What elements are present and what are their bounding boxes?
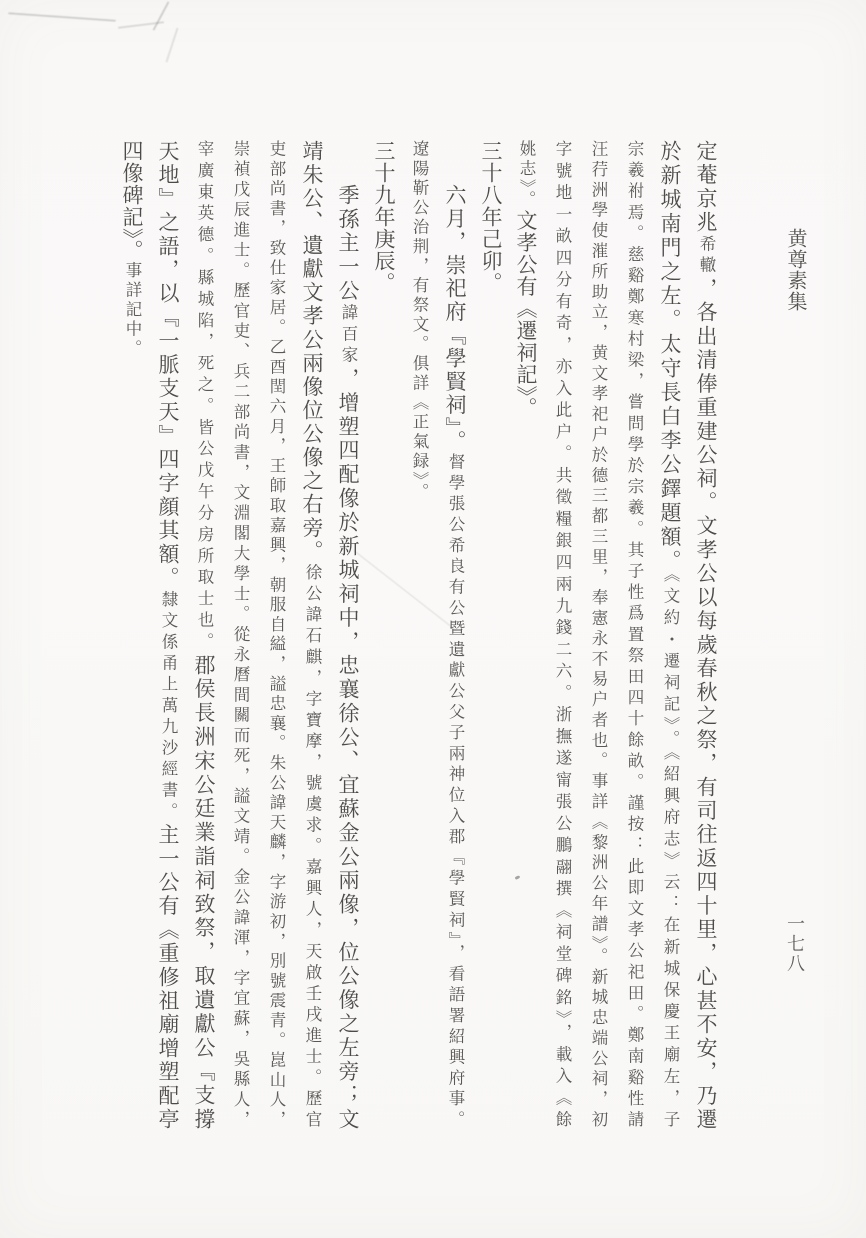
annotation-text-run: 姚志》。 [517, 140, 536, 210]
annotation-text-run: 《文約・遷祠記》。《紹興府志》云：在新城保慶王廟左，子 [661, 573, 680, 1131]
text-column [336, 140, 360, 1130]
main-text-run: ，增塑四配像於新城祠中，忠襄徐公、宜蘇金公兩像，位公像之左旁；文 [336, 367, 360, 1131]
text-column [694, 140, 718, 1130]
text-column [156, 140, 180, 1130]
text-body [108, 140, 718, 1130]
main-text-run: 定菴京兆 [694, 140, 718, 235]
annotation-text-run: 徐公諱石麒，字寶摩，號虞求。嘉興人，天啟壬戌進士。歷官 [303, 563, 322, 1131]
text-column [514, 140, 538, 1130]
text-column [407, 140, 431, 1130]
main-text-run: 三十八年己卯。 [479, 140, 503, 294]
main-text-run: 靖朱公、遺獻文孝公兩像位公像之右旁。 [300, 140, 324, 564]
main-text-run: 主一公有《重修祖廟增塑配亭 [156, 823, 180, 1131]
main-text-run: ，各出清俸重建公祠。文孝公以每歲春秋之祭，有司往返四十里，心甚不安，乃遷 [694, 277, 718, 1131]
text-column [300, 140, 324, 1130]
main-text-run: 文孝公有《遷祠記》。 [514, 209, 538, 420]
text-column [550, 140, 574, 1130]
main-text-run: 郡侯長洲宋公廷業詣祠致祭，取遺獻公『支撐 [192, 653, 216, 1131]
main-text-run: 三十九年庚辰。 [372, 140, 396, 294]
annotation-text-run: 宰廣東英德。縣城陷，死之。皆公戊午分房所取士也。 [195, 140, 214, 654]
annotation-text-run: 字號地一畝四分有奇，亦入此户。共徵糧銀四兩九錢二六。浙撫遂甯張公鵬翮撰《祠堂碑銘》，載入《餘 [553, 140, 572, 1130]
page-number: 一七八 [785, 914, 805, 974]
text-column [264, 140, 288, 1130]
text-column [192, 140, 216, 1130]
main-text-run: 四像碑記》。 [120, 140, 144, 262]
main-text-run: 天地』之語，以『一脈支天』四字顔其額。 [156, 140, 180, 591]
main-text-run: 六月，崇祀府『學賢祠』。 [443, 184, 467, 454]
main-text-run: 季孫主一公 [336, 184, 360, 304]
text-column [479, 140, 502, 1130]
text-column [372, 140, 395, 1130]
text-column [120, 140, 144, 1130]
scan-scratch [165, 28, 178, 63]
annotation-text-run: 遼陽靳公治荆，有祭文。俱詳《正氣録》。 [410, 140, 429, 503]
annotation-text-run: 宗羲祔焉。慈谿鄭寒村梁，嘗問學於宗羲。其子性爲置祭田四十餘畝。謹按：此即文孝公祀田。鄭南谿性請 [625, 140, 644, 1130]
scan-scratch [8, 12, 116, 22]
scan-scratch [118, 21, 164, 28]
running-title: 黄尊素集 [784, 228, 806, 312]
annotation-text-run: 希轍 [697, 234, 716, 278]
annotation-text-run: 隸文係甬上萬九沙經書。 [159, 590, 178, 824]
annotation-text-run: 汪荇洲學使漼所助立，黄文孝祀户於德三都三里，奉憲永不易户者也。事詳《黎洲公年譜》。新城忠端公祠，初 [589, 140, 608, 1130]
annotation-text-run: 崇禎戊辰進士。歷官吏、兵二部尚書，文淵閣大學士。從永曆間關而死，謚文靖。金公諱渾，字宜蘇，吳縣人， [231, 140, 250, 1130]
text-column [622, 140, 646, 1130]
text-column [586, 140, 610, 1130]
text-column [443, 140, 467, 1130]
annotation-text-run: 諱百家 [339, 303, 358, 368]
annotation-text-run: 督學張公希良有公暨遺獻公父子兩神位入郡『學賢祠』，看語署紹興府事。 [446, 453, 465, 1131]
text-column [228, 140, 252, 1130]
annotation-text-run: 事詳記中。 [123, 261, 142, 359]
annotation-text-run: 吏部尚書，致仕家居。乙酉閏六月，王師取嘉興，朝服自縊，謚忠襄。朱公諱天麟，字游初，別號震青。崑山人， [267, 140, 286, 1130]
text-column [658, 140, 682, 1130]
scan-scratch [153, 1, 170, 30]
main-text-run: 於新城南門之左。太守長白李公鐸題額。 [658, 140, 682, 574]
